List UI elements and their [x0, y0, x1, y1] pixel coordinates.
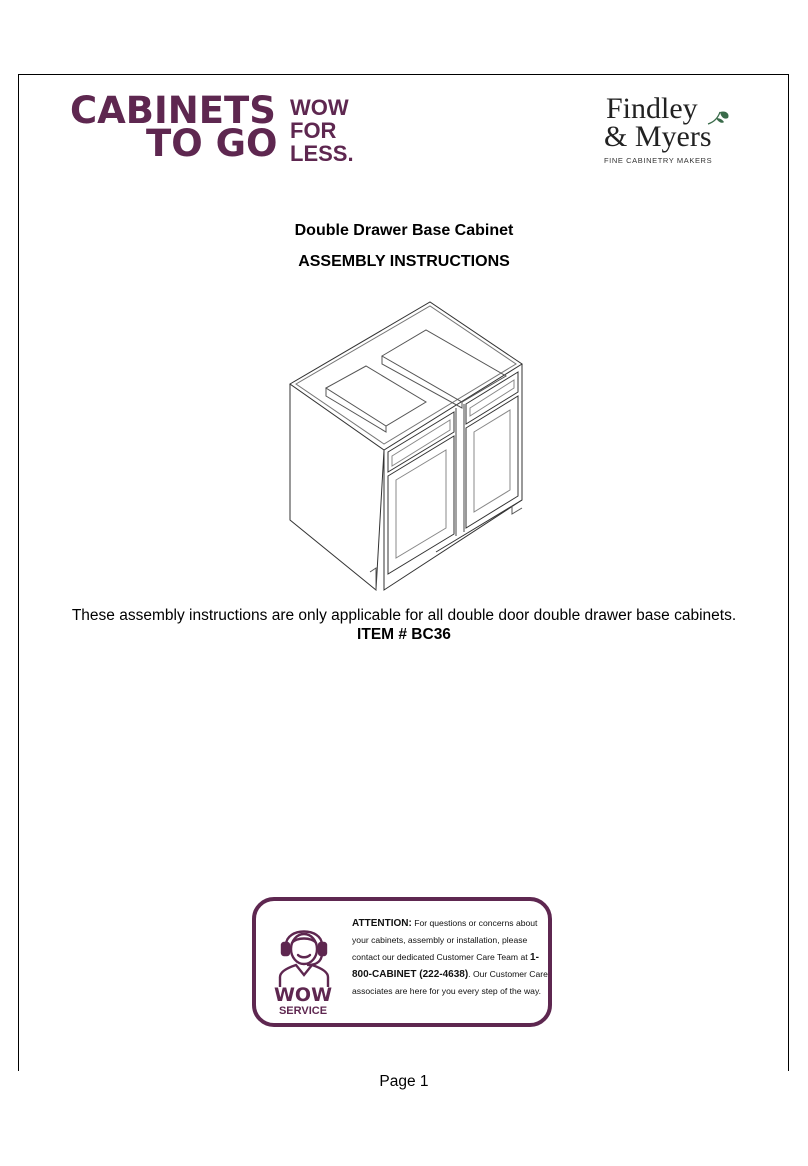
applicability-note: These assembly instructions are only applicable for all double door double drawer base cabinets.	[71, 607, 737, 624]
service-badge-text: SERVICE	[278, 1005, 328, 1017]
leaf-icon	[706, 108, 732, 128]
attention-label: ATTENTION:	[352, 918, 412, 929]
wow-badge-text: WOW	[273, 984, 333, 1006]
notice-text-part1: For questions or concerns about your cabinets, assembly or installation, please contact our dedicated Customer Care Team at	[352, 918, 538, 962]
cabinets-to-go-logo	[70, 89, 370, 166]
cabinet-illustration	[286, 300, 526, 592]
notice-text-part2: . Our Customer Care associates are here for you every step of the way.	[352, 969, 548, 996]
item-number: ITEM # BC36	[357, 626, 451, 643]
document-title: Double Drawer Base Cabinet	[294, 222, 514, 239]
ctg-tagline: WOW FOR LESS.	[290, 95, 354, 166]
page-number: Page 1	[379, 1073, 429, 1090]
document-subtitle: ASSEMBLY INSTRUCTIONS	[298, 253, 510, 270]
findley-myers-logo: Findley & Myers FINE CABINETRY MAKERS	[596, 92, 734, 182]
support-agent-icon	[274, 913, 334, 987]
ctg-wordmark: CABINETS TO GO	[70, 89, 278, 165]
notice-text	[352, 915, 548, 1000]
customer-care-notice	[252, 897, 552, 1027]
phone-number: 1-800-CABINET (222-4638)	[352, 952, 539, 980]
